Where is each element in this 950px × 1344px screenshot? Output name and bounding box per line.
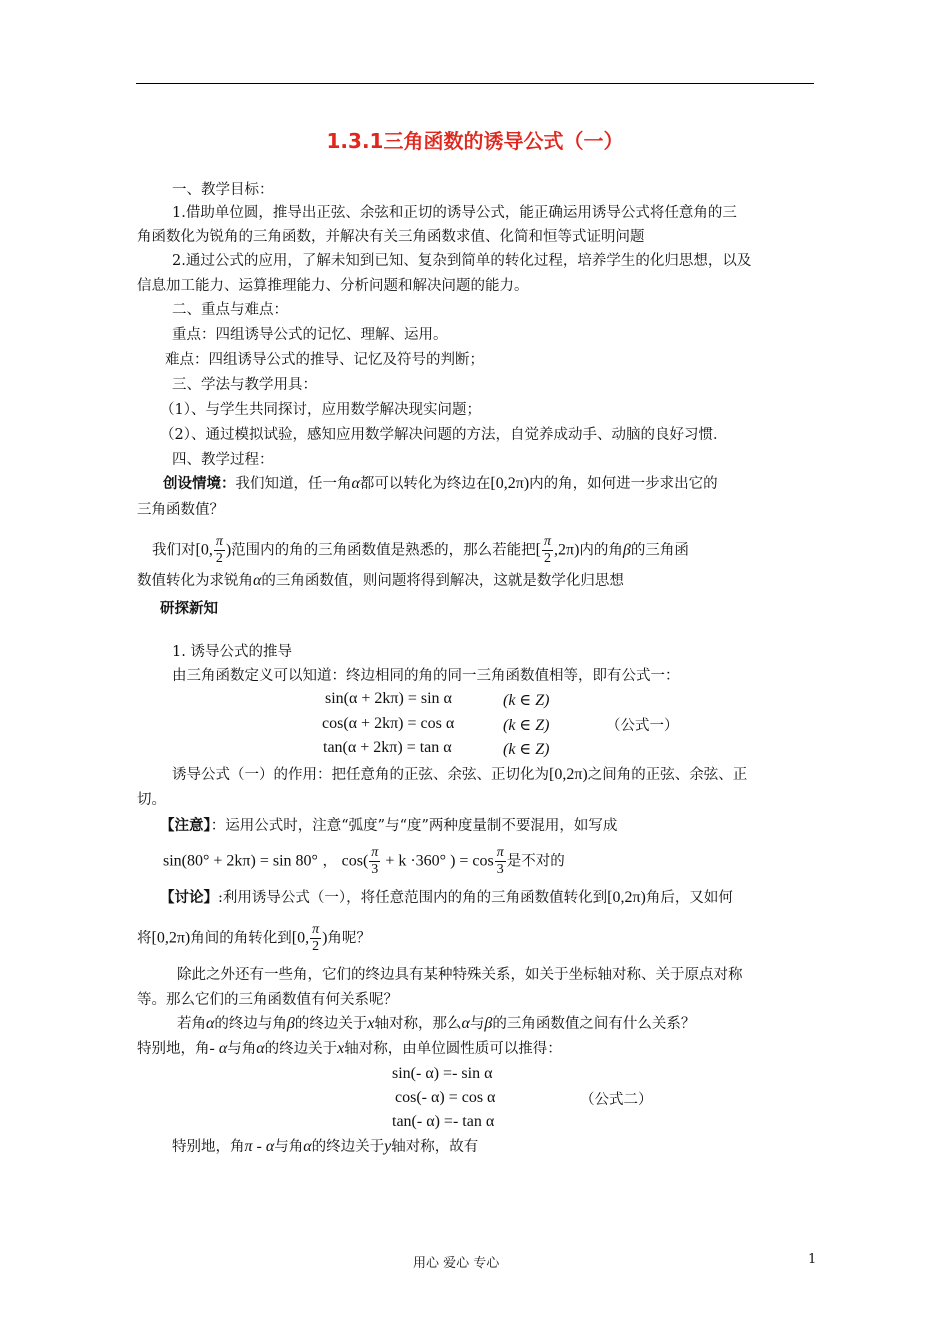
goal-1-line-b: 角函数化为锐角的三角函数，并解决有关三角函数求值、化简和恒等式证明问题: [137, 229, 645, 245]
scene-label: 创设情境：: [163, 475, 236, 492]
symmetry-question: 若角α的终边与角β的终边关于x轴对称，那么α与β的三角函数值之间有什么关系？: [177, 1015, 696, 1032]
scene-line-a: 创设情境：我们知道，任一角α都可以转化为终边在[0,2π)内的角，如何进一步求出它的: [163, 475, 718, 492]
fraction-pi-over-2: $\frac{\pi}{2}$: [312, 922, 320, 954]
explore-heading: 研探新知: [160, 600, 218, 617]
key-point: 重点：四组诱导公式的记忆、理解、运用。: [172, 327, 448, 343]
formula-1-usage-line-a: 诱导公式（一）的作用：把任意角的正弦、余弦、正切化为[0,2π)之间角的正弦、余弦、正: [172, 766, 748, 783]
formula-1-condition: (k ∈ Z): [503, 741, 550, 758]
discussion-label: 【讨论】: [160, 889, 218, 906]
section-heading-goals: 一、教学目标：: [172, 182, 274, 198]
goal-2-line-a: 2.通过公式的应用，了解未知到已知、复杂到简单的转化过程，培养学生的化归思想，以及: [172, 253, 752, 269]
paragraph-2-line-a: 我们对[0, $\frac{\pi}{2}$ )范围内的角的三角函数值是熟悉的，那么若能把[ $\frac{\pi}{2}$ ,2π)内的角β的三角函: [152, 534, 689, 566]
fraction-pi-over-3: $\frac{\pi}{3}$: [371, 845, 379, 877]
paragraph-2-line-b: 数值转化为求锐角α的三角函数值，则问题将得到解决，这就是数学化归思想: [137, 572, 624, 589]
special-case-x-axis: 特别地，角- α与角α的终边关于x轴对称，由单位圆性质可以推得：: [137, 1040, 562, 1057]
section-heading-process: 四、教学过程：: [172, 452, 274, 468]
formula-1-label: （公式一）: [606, 718, 679, 734]
scene-line-b: 三角函数值？: [137, 502, 224, 518]
other-angles-line-b: 等。那么它们的三角函数值有何关系呢？: [137, 992, 398, 1008]
section-heading-key: 二、重点与难点：: [172, 302, 288, 318]
page-title: 1.3.1三角函数的诱导公式（一）: [326, 129, 624, 153]
special-case-y-axis: 特别地，角π - α与角α的终边关于y轴对称，故有: [172, 1138, 479, 1155]
fraction-pi-over-2: $\frac{\pi}{2}$: [544, 534, 552, 566]
other-angles-line-a: 除此之外还有一些角，它们的终边具有某种特殊关系，如关于坐标轴对称、关于原点对称: [177, 967, 743, 983]
formula-1-sin: sin(α + 2kπ) = sin α: [325, 690, 452, 707]
formula-1-cos: cos(α + 2kπ) = cos α: [322, 715, 455, 732]
discussion-line-a: 【讨论】:利用诱导公式（一），将任意范围内的角的三角函数值转化到[0,2π)角后，又如何: [160, 889, 733, 906]
page-number: 1: [808, 1252, 817, 1267]
note-example-1: sin(80° + 2kπ) = sin 80°: [163, 852, 318, 870]
method-1: （1）、与学生共同探讨，应用数学解决现实问题；: [160, 402, 481, 418]
section-heading-method: 三、学法与教学用具：: [172, 377, 317, 393]
fraction-pi-over-2: $\frac{\pi}{2}$: [215, 534, 223, 566]
derivation-heading: 1. 诱导公式的推导: [172, 644, 292, 660]
formula-2-label: （公式二）: [580, 1092, 653, 1108]
formula-2-tan: tan(- α) =- tan α: [392, 1113, 495, 1130]
note-example-line: sin(80° + 2kπ) = sin 80° ， cos( $\frac{\pi}{3}$ + k ·360° ) = cos $\frac{\pi}{3}$ 是不对的: [163, 845, 565, 877]
fraction-pi-over-3: $\frac{\pi}{3}$: [496, 845, 504, 877]
header-rule: [136, 83, 814, 84]
hard-point: 难点：四组诱导公式的推导、记忆及符号的判断；: [165, 352, 484, 368]
note-line: 【注意】：运用公式时，注意“弧度”与“度”两种度量制不要混用，如写成: [160, 817, 618, 834]
formula-1-intro: 由三角函数定义可以知道：终边相同的角的同一三角函数值相等，即有公式一：: [172, 668, 680, 684]
formula-1-condition: (k ∈ Z): [503, 692, 550, 709]
footer-text: 用心 爱心 专心: [413, 1256, 500, 1271]
formula-2-cos: cos(- α) = cos α: [395, 1089, 496, 1106]
goal-2-line-b: 信息加工能力、运算推理能力、分析问题和解决问题的能力。: [137, 278, 529, 294]
goal-1-line-a: 1.借助单位圆，推导出正弦、余弦和正切的诱导公式，能正确运用诱导公式将任意角的三: [172, 205, 737, 221]
formula-1-tan: tan(α + 2kπ) = tan α: [323, 739, 452, 756]
formula-2-sin: sin(- α) =- sin α: [392, 1065, 493, 1082]
method-2: （2）、通过模拟试验，感知应用数学解决问题的方法，自觉养成动手、动脑的良好习惯．: [160, 427, 728, 443]
formula-1-condition: (k ∈ Z): [503, 717, 550, 734]
note-label: 【注意】: [160, 817, 211, 834]
discussion-line-b: 将[0,2π)角间的角转化到[0, $\frac{\pi}{2}$ )角呢？: [137, 922, 371, 954]
formula-1-usage-line-b: 切。: [137, 792, 166, 808]
